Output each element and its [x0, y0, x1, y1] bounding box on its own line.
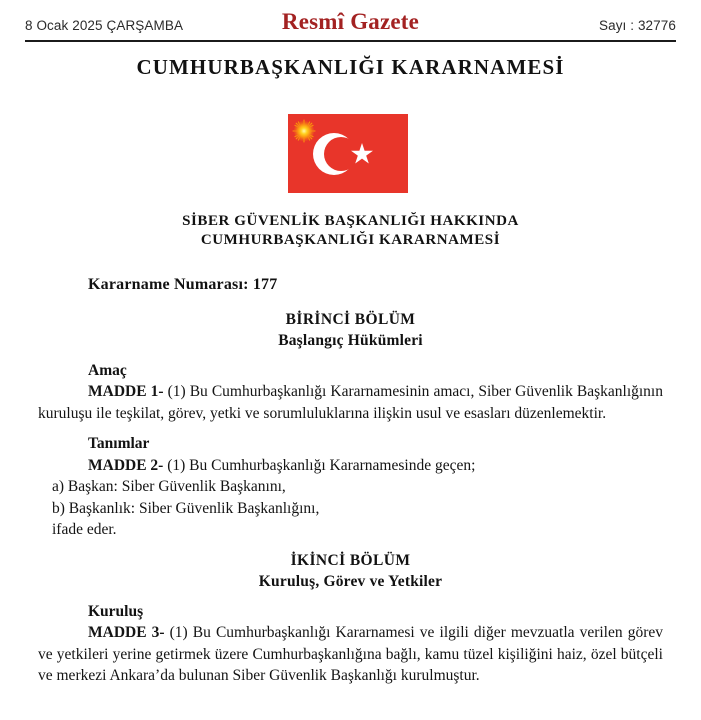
section-two-title: İKİNCİ BÖLÜM — [290, 551, 411, 569]
masthead — [25, 10, 676, 40]
article-1-number: MADDE 1- — [88, 383, 164, 400]
masthead-divider — [25, 40, 676, 42]
publication-date: 8 Ocak 2025 ÇARŞAMBA — [25, 17, 184, 33]
document-body — [38, 274, 663, 687]
article-1-paragraph — [38, 381, 663, 424]
decree-title — [0, 212, 701, 250]
decree-title-line-2: CUMHURBAŞKANLIĞI KARARNAMESİ — [200, 232, 501, 248]
section-one-subtitle: Başlangıç Hükümleri — [278, 331, 423, 349]
issue-number: Sayı : 32776 — [598, 17, 676, 33]
article-3-label: Kuruluş — [88, 602, 144, 620]
crescent-inner-circle — [324, 137, 358, 171]
article-3-number: MADDE 3- — [88, 624, 165, 641]
turkish-flag-image — [288, 114, 408, 193]
gazette-title: Resmî Gazete — [281, 9, 420, 34]
article-2-item-a: a) Başkan: Siber Güvenlik Başkanını, — [52, 478, 286, 495]
article-2-closing: ifade eder. — [52, 521, 117, 538]
flag-field — [288, 114, 408, 193]
sun-glow-artifact — [294, 121, 314, 141]
decree-title-line-1: SİBER GÜVENLİK BAŞKANLIĞI HAKKINDA — [182, 213, 519, 229]
article-3-paragraph — [38, 622, 663, 687]
article-2-paragraph — [38, 455, 663, 477]
article-3-text: (1) Bu Cumhurbaşkanlığı Kararnamesi ve ilgili diğer mevzuatla verilen görev ve yetkileri yerine getirmek üzere Cumhurbaşkanlığına bağlı, kamu tüzel kişiliğini haiz, özel bütçeli ve merkezi Ankara’da bulunan Siber Güvenlik Başkanlığı kurulmuştur. — [38, 624, 663, 684]
article-2-text: (1) Bu Cumhurbaşkanlığı Kararnamesinde geçen; — [163, 456, 476, 474]
document-type-heading: CUMHURBAŞKANLIĞI KARARNAMESİ — [136, 55, 565, 79]
article-2-item-b: b) Başkanlık: Siber Güvenlik Başkanlığını, — [52, 499, 320, 517]
article-2-label: Tanımlar — [88, 435, 150, 452]
decree-number: Kararname Numarası: 177 — [88, 276, 278, 293]
section-one-title: BİRİNCİ BÖLÜM — [285, 310, 416, 328]
article-1-label: Amaç — [88, 361, 127, 379]
article-1-text: (1) Bu Cumhurbaşkanlığı Kararnamesinin amacı, Siber Güvenlik Başkanlığının kuruluşu ile teşkilat, görev, yetki ve sorumluluklarına ilişkin usul ve esasları düzenlemektir. — [38, 383, 663, 422]
section-two-subtitle: Kuruluş, Görev ve Yetkiler — [258, 572, 443, 590]
article-2-number: MADDE 2- — [88, 456, 164, 474]
